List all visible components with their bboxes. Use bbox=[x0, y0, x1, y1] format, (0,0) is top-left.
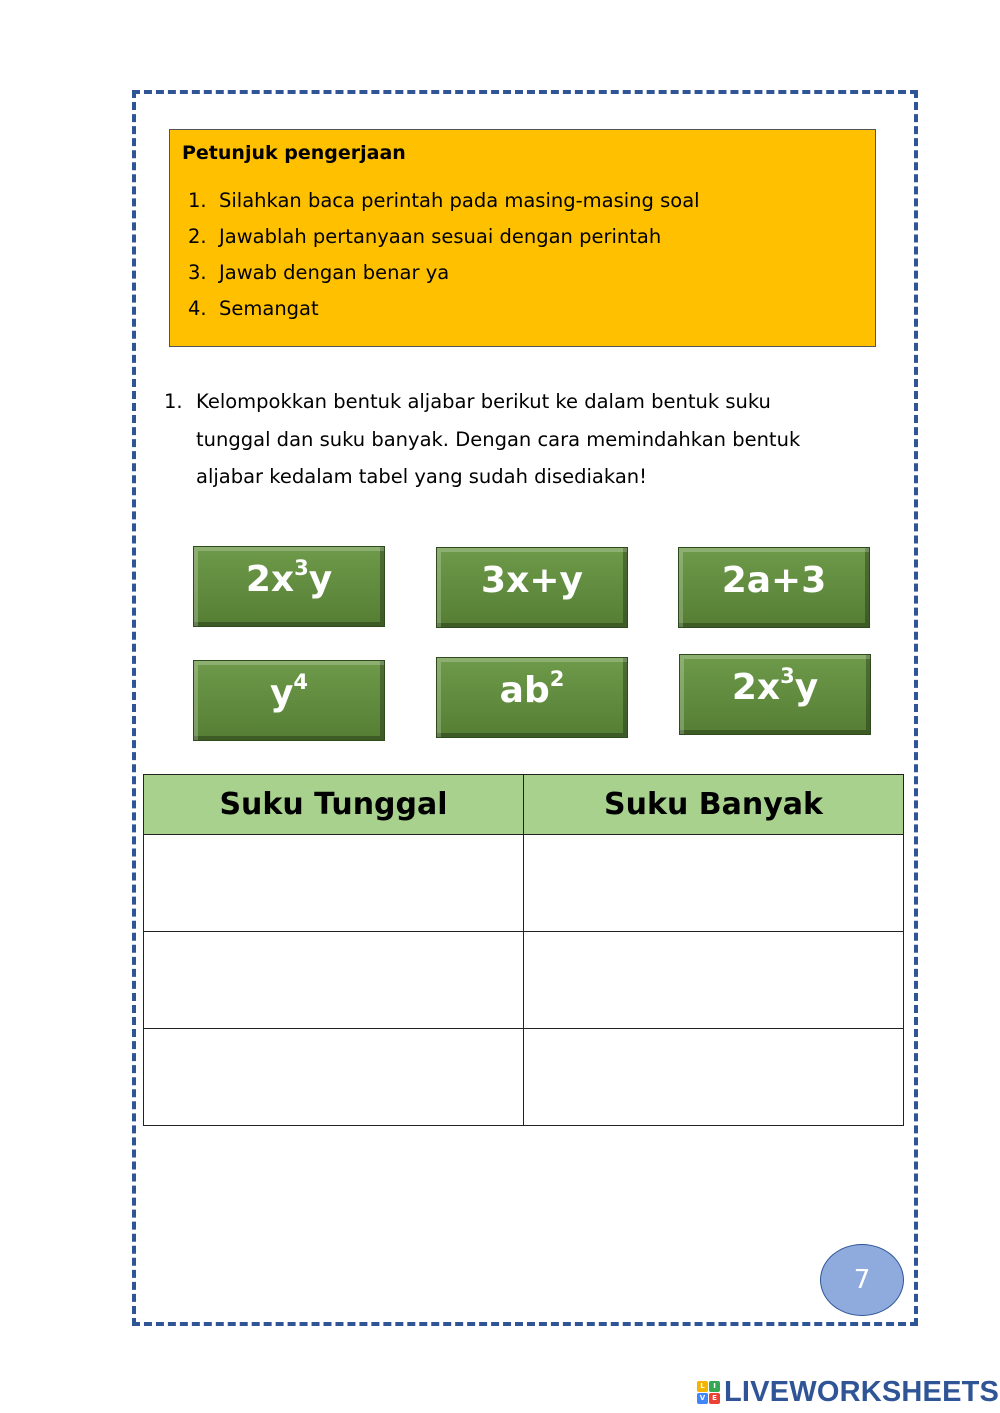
table-row bbox=[144, 932, 904, 1029]
liveworksheets-logo-icon: L I V E bbox=[697, 1381, 720, 1404]
instructions-list bbox=[182, 182, 863, 326]
drop-cell-banyak-3[interactable] bbox=[524, 1029, 904, 1126]
instruction-text: Jawab dengan benar ya bbox=[219, 260, 450, 284]
drag-tile-y4[interactable]: y $^4$ bbox=[193, 660, 385, 741]
instruction-text: Silahkan baca perintah pada masing-masing soal bbox=[219, 188, 700, 212]
table-row bbox=[144, 1029, 904, 1126]
instruction-number: 4. bbox=[188, 296, 207, 320]
drag-tile-3x-plus-y[interactable]: 3x+y bbox=[436, 547, 628, 628]
instructions-title: Petunjuk pengerjaan bbox=[182, 142, 406, 164]
drag-tile-2x3y-second[interactable]: 2x $^3$ y bbox=[679, 654, 871, 735]
question-1 bbox=[164, 383, 864, 496]
drop-cell-tunggal-3[interactable] bbox=[144, 1029, 524, 1126]
question-line: aljabar kedalam tabel yang sudah disediakan! bbox=[196, 465, 647, 488]
page-number-badge: 7 bbox=[820, 1244, 904, 1316]
instruction-number: 1. bbox=[188, 188, 207, 212]
drop-cell-tunggal-2[interactable] bbox=[144, 932, 524, 1029]
brand-footer[interactable] bbox=[697, 1376, 999, 1409]
drag-tile-ab2[interactable]: ab $^2$ bbox=[436, 657, 628, 738]
question-text bbox=[196, 383, 864, 496]
table-row bbox=[144, 835, 904, 932]
drop-cell-banyak-1[interactable] bbox=[524, 835, 904, 932]
instructions-box bbox=[169, 129, 876, 347]
header-suku-banyak: Suku Banyak bbox=[524, 775, 904, 835]
instruction-text: Jawablah pertanyaan sesuai dengan perintah bbox=[219, 224, 662, 248]
drag-tile-2x3y[interactable]: 2x $^3$ y bbox=[193, 546, 385, 627]
question-number: 1. bbox=[164, 390, 183, 413]
table-header-row bbox=[144, 775, 904, 835]
instruction-item bbox=[188, 182, 863, 218]
question-line: tunggal dan suku banyak. Dengan cara memindahkan bentuk bbox=[196, 427, 801, 451]
brand-name: LIVEWORKSHEETS bbox=[724, 1376, 1000, 1408]
question-line: Kelompokkan bentuk aljabar berikut ke dalam bentuk suku bbox=[196, 390, 771, 413]
instruction-item bbox=[188, 254, 863, 290]
instruction-text: Semangat bbox=[219, 296, 319, 320]
instruction-item bbox=[188, 218, 863, 254]
drag-tile-2a-plus-3[interactable]: 2a+3 bbox=[678, 547, 870, 628]
drop-cell-tunggal-1[interactable] bbox=[144, 835, 524, 932]
instruction-number: 3. bbox=[188, 260, 207, 284]
drop-cell-banyak-2[interactable] bbox=[524, 932, 904, 1029]
header-suku-tunggal: Suku Tunggal bbox=[144, 775, 524, 835]
instruction-item bbox=[188, 290, 863, 326]
answer-table bbox=[143, 774, 904, 1126]
instruction-number: 2. bbox=[188, 224, 207, 248]
